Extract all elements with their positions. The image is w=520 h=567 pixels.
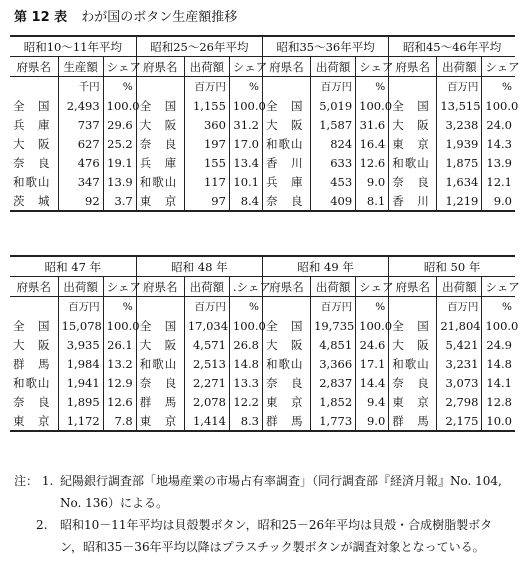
prefecture-cell: 大 阪 <box>13 136 51 151</box>
prefecture-cell: 全 国 <box>389 316 437 335</box>
share-cell: 100.0 <box>103 316 136 335</box>
share-cell: 13.2 <box>103 354 136 373</box>
amount-cell: 2,798 <box>437 392 482 411</box>
prefecture-cell: 奈 良 <box>389 172 437 191</box>
table-row <box>10 392 515 411</box>
column-header: 出荷額 <box>184 57 229 77</box>
button-production-table-bottom <box>10 255 520 432</box>
table-row <box>10 335 515 354</box>
amount-cell: 3,073 <box>437 373 482 392</box>
share-cell: 13.3 <box>229 373 262 392</box>
prefecture-cell: 大 阪 <box>136 115 184 134</box>
amount-cell: 476 <box>58 153 103 172</box>
amount-cell: 3,231 <box>437 354 482 373</box>
share-cell: 12.6 <box>103 392 136 411</box>
note-1-label: 1. <box>41 474 54 488</box>
column-header: 出荷額 <box>58 277 103 297</box>
amount-cell: 737 <box>58 115 103 134</box>
amount-cell: 4,851 <box>311 335 356 354</box>
column-header: 府県名 <box>262 57 310 77</box>
unit-percent: % <box>229 297 262 317</box>
table-row <box>10 96 515 115</box>
prefecture-cell: 東 京 <box>136 411 184 431</box>
share-cell: 7.8 <box>103 411 136 431</box>
period-header: 昭和45～46年平均 <box>389 36 515 57</box>
share-cell: 29.6 <box>103 115 136 134</box>
prefecture-cell: 群 馬 <box>389 411 437 431</box>
prefecture-cell: 奈 良 <box>13 394 51 409</box>
share-cell: 12.8 <box>482 392 515 411</box>
unit-cell-empty <box>389 77 437 97</box>
unit-percent: % <box>103 77 136 97</box>
share-cell: 26.8 <box>229 335 262 354</box>
prefecture-cell: 大 阪 <box>136 335 184 354</box>
prefecture-cell: 全 国 <box>13 318 51 333</box>
prefecture-cell: 大 阪 <box>262 115 310 134</box>
prefecture-cell: 和歌山 <box>389 354 437 373</box>
share-cell: 26.1 <box>103 335 136 354</box>
column-header: 出荷額 <box>184 277 229 297</box>
table-row <box>10 115 515 134</box>
share-cell: 8.4 <box>229 191 262 211</box>
share-cell: 10.0 <box>482 411 515 431</box>
prefecture-cell: 全 国 <box>136 96 184 115</box>
amount-cell: 21,804 <box>437 316 482 335</box>
amount-cell: 2,493 <box>58 96 103 115</box>
share-cell: 24.9 <box>482 335 515 354</box>
amount-cell: 4,571 <box>184 335 229 354</box>
unit-amount: 百万円 <box>311 297 356 317</box>
share-cell: 12.1 <box>482 172 515 191</box>
column-header: 府県名 <box>389 57 437 77</box>
prefecture-cell: 兵 庫 <box>262 172 310 191</box>
table-row <box>10 373 515 392</box>
prefecture-cell: 全 国 <box>13 98 51 113</box>
prefecture-cell: 奈 良 <box>136 134 184 153</box>
prefecture-cell: 東 京 <box>263 392 311 411</box>
amount-cell: 453 <box>311 172 356 191</box>
prefecture-cell: 東 京 <box>389 392 437 411</box>
amount-cell: 2,078 <box>184 392 229 411</box>
amount-cell: 627 <box>58 134 103 153</box>
amount-cell: 1,172 <box>58 411 103 431</box>
share-cell: 100.0 <box>229 316 262 335</box>
share-cell: 25.2 <box>103 134 136 153</box>
unit-amount: 百万円 <box>437 297 482 317</box>
amount-cell: 3,366 <box>311 354 356 373</box>
column-header: シェア <box>482 277 515 297</box>
prefecture-cell: 全 国 <box>263 316 311 335</box>
prefecture-cell: 香 川 <box>262 153 310 172</box>
column-header: 生産額 <box>58 57 103 77</box>
amount-cell: 3,935 <box>58 335 103 354</box>
prefecture-cell: 群 馬 <box>13 356 51 371</box>
amount-cell: 1,634 <box>437 172 482 191</box>
column-header: 府県名 <box>389 277 437 297</box>
column-header: シェア <box>229 57 262 77</box>
amount-cell: 15,078 <box>58 316 103 335</box>
share-cell: 10.1 <box>229 172 262 191</box>
column-header: シェア <box>103 57 136 77</box>
period-header: 昭和25～26年平均 <box>136 36 262 57</box>
column-header: シェア <box>103 277 136 297</box>
prefecture-cell: 奈 良 <box>262 191 310 211</box>
prefecture-cell: 東 京 <box>136 191 184 211</box>
prefecture-cell: 兵 庫 <box>136 153 184 172</box>
unit-cell-empty <box>136 77 184 97</box>
unit-amount: 百万円 <box>58 297 103 317</box>
note-1-text: 紀陽銀行調査部「地場産業の市場占有率調査」（同行調査部『経済月報』No. 104, No. 136）による。 <box>60 474 502 510</box>
note-2 <box>14 514 509 558</box>
table-number: 第 12 表 <box>14 10 68 25</box>
prefecture-cell: 群 馬 <box>136 392 184 411</box>
prefecture-cell: 和歌山 <box>13 174 51 189</box>
share-cell: 100.0 <box>482 316 515 335</box>
amount-cell: 1,155 <box>184 96 229 115</box>
unit-amount: 百万円 <box>437 77 482 97</box>
share-cell: 3.7 <box>103 191 136 211</box>
share-cell: 14.8 <box>229 354 262 373</box>
amount-cell: 13,515 <box>437 96 482 115</box>
period-header: 昭和 50 年 <box>389 256 515 277</box>
prefecture-cell: 東 京 <box>389 134 437 153</box>
amount-cell: 1,984 <box>58 354 103 373</box>
prefecture-cell: 茨 城 <box>13 193 51 208</box>
period-header: 昭和 48 年 <box>136 256 262 277</box>
amount-cell: 5,421 <box>437 335 482 354</box>
amount-cell: 2,837 <box>311 373 356 392</box>
table-title <box>14 6 237 25</box>
unit-cell-empty <box>263 297 311 317</box>
column-header: 府県名 <box>136 277 184 297</box>
prefecture-cell: 奈 良 <box>389 373 437 392</box>
column-header: 府県名 <box>10 57 58 77</box>
unit-amount: 百万円 <box>311 77 356 97</box>
share-cell: 17.0 <box>229 134 262 153</box>
amount-cell: 97 <box>184 191 229 211</box>
amount-cell: 1,414 <box>184 411 229 431</box>
amount-cell: 824 <box>311 134 356 153</box>
share-cell: 100.0 <box>356 316 389 335</box>
amount-cell: 17,034 <box>184 316 229 335</box>
column-header: シェア <box>356 277 389 297</box>
amount-cell: 1,219 <box>437 191 482 211</box>
table-row <box>10 354 515 373</box>
table-title-text: わが国のボタン生産額推移 <box>81 10 238 25</box>
column-header: 出荷額 <box>311 277 356 297</box>
amount-cell: 1,587 <box>311 115 356 134</box>
period-header: 昭和35～36年平均 <box>262 36 388 57</box>
note-1 <box>14 470 509 514</box>
prefecture-cell: 和歌山 <box>136 354 184 373</box>
prefecture-cell: 大 阪 <box>389 335 437 354</box>
column-header: 府県名 <box>263 277 311 297</box>
column-header: 出荷額 <box>437 277 482 297</box>
share-cell: 13.9 <box>103 172 136 191</box>
prefecture-cell: 奈 良 <box>13 155 51 170</box>
prefecture-cell: 大 阪 <box>263 335 311 354</box>
share-cell: 100.0 <box>229 96 262 115</box>
prefecture-cell: 東 京 <box>13 413 51 428</box>
amount-cell: 1,773 <box>311 411 356 431</box>
unit-cell-empty <box>389 297 437 317</box>
column-header: .シェア <box>229 277 262 297</box>
amount-cell: 2,175 <box>437 411 482 431</box>
share-cell: 17.1 <box>356 354 389 373</box>
prefecture-cell: 全 国 <box>136 316 184 335</box>
prefecture-cell: 和歌山 <box>389 153 437 172</box>
amount-cell: 2,271 <box>184 373 229 392</box>
prefecture-cell: 兵 庫 <box>13 117 51 132</box>
prefecture-cell: 奈 良 <box>136 373 184 392</box>
unit-percent: % <box>482 77 515 97</box>
prefecture-cell: 和歌山 <box>263 354 311 373</box>
amount-cell: 1,875 <box>437 153 482 172</box>
column-header: シェア <box>356 57 389 77</box>
notes <box>14 470 509 558</box>
amount-cell: 92 <box>58 191 103 211</box>
share-cell: 31.6 <box>356 115 389 134</box>
share-cell: 14.1 <box>482 373 515 392</box>
prefecture-cell: 奈 良 <box>263 373 311 392</box>
amount-cell: 197 <box>184 134 229 153</box>
share-cell: 100.0 <box>482 96 515 115</box>
share-cell: 9.0 <box>482 191 515 211</box>
share-cell: 9.4 <box>356 392 389 411</box>
table-row <box>10 172 515 191</box>
prefecture-cell: 大 阪 <box>13 337 51 352</box>
note-2-text: 昭和10－11年平均は貝殻製ボタン，昭和25－26年平均は貝殻・合成樹脂製ボタン，昭和35－36年平均以降はプラスチック製ボタンが調査対象となっている。 <box>60 518 493 554</box>
share-cell: 12.9 <box>103 373 136 392</box>
unit-amount: 千円 <box>58 77 103 97</box>
column-header: 出荷額 <box>311 57 356 77</box>
unit-amount: 百万円 <box>184 77 229 97</box>
table-row <box>10 153 515 172</box>
table-row <box>10 191 515 211</box>
prefecture-cell: 香 川 <box>389 191 437 211</box>
amount-cell: 633 <box>311 153 356 172</box>
amount-cell: 117 <box>184 172 229 191</box>
share-cell: 14.3 <box>482 134 515 153</box>
amount-cell: 409 <box>311 191 356 211</box>
share-cell: 12.2 <box>229 392 262 411</box>
column-header: シェア <box>482 57 515 77</box>
share-cell: 8.3 <box>229 411 262 431</box>
share-cell: 9.0 <box>356 411 389 431</box>
unit-percent: % <box>356 77 389 97</box>
prefecture-cell: 群 馬 <box>263 411 311 431</box>
notes-label: 注： <box>14 474 39 488</box>
share-cell: 31.2 <box>229 115 262 134</box>
unit-amount: 百万円 <box>184 297 229 317</box>
share-cell: 24.6 <box>356 335 389 354</box>
amount-cell: 5,019 <box>311 96 356 115</box>
unit-cell-empty <box>10 297 58 317</box>
amount-cell: 347 <box>58 172 103 191</box>
prefecture-cell: 全 国 <box>389 96 437 115</box>
table-row <box>10 134 515 153</box>
amount-cell: 1,941 <box>58 373 103 392</box>
unit-cell-empty <box>136 297 184 317</box>
amount-cell: 1,852 <box>311 392 356 411</box>
prefecture-cell: 大 阪 <box>389 115 437 134</box>
share-cell: 16.4 <box>356 134 389 153</box>
share-cell: 13.9 <box>482 153 515 172</box>
share-cell: 9.0 <box>356 172 389 191</box>
prefecture-cell: 和歌山 <box>262 134 310 153</box>
period-header: 昭和 47 年 <box>10 256 136 277</box>
share-cell: 14.4 <box>356 373 389 392</box>
amount-cell: 155 <box>184 153 229 172</box>
table-row <box>10 316 515 335</box>
table-row <box>10 411 515 431</box>
prefecture-cell: 全 国 <box>262 96 310 115</box>
amount-cell: 1,895 <box>58 392 103 411</box>
unit-percent: % <box>356 297 389 317</box>
unit-percent: % <box>103 297 136 317</box>
unit-cell-empty <box>10 77 58 97</box>
share-cell: 24.0 <box>482 115 515 134</box>
prefecture-cell: 和歌山 <box>13 375 51 390</box>
share-cell: 14.8 <box>482 354 515 373</box>
unit-cell-empty <box>262 77 310 97</box>
period-header: 昭和10～11年平均 <box>10 36 136 57</box>
share-cell: 100.0 <box>356 96 389 115</box>
period-header: 昭和 49 年 <box>263 256 389 277</box>
note-2-label: 2. <box>36 518 48 532</box>
column-header: 府県名 <box>136 57 184 77</box>
share-cell: 13.4 <box>229 153 262 172</box>
column-header: 出荷額 <box>437 57 482 77</box>
prefecture-cell: 和歌山 <box>136 172 184 191</box>
amount-cell: 360 <box>184 115 229 134</box>
share-cell: 12.6 <box>356 153 389 172</box>
share-cell: 100.0 <box>103 96 136 115</box>
share-cell: 8.1 <box>356 191 389 211</box>
unit-percent: % <box>229 77 262 97</box>
column-header: 府県名 <box>10 277 58 297</box>
amount-cell: 3,238 <box>437 115 482 134</box>
amount-cell: 19,735 <box>311 316 356 335</box>
amount-cell: 2,513 <box>184 354 229 373</box>
amount-cell: 1,939 <box>437 134 482 153</box>
unit-percent: % <box>482 297 515 317</box>
button-production-table-top <box>10 35 520 212</box>
share-cell: 19.1 <box>103 153 136 172</box>
